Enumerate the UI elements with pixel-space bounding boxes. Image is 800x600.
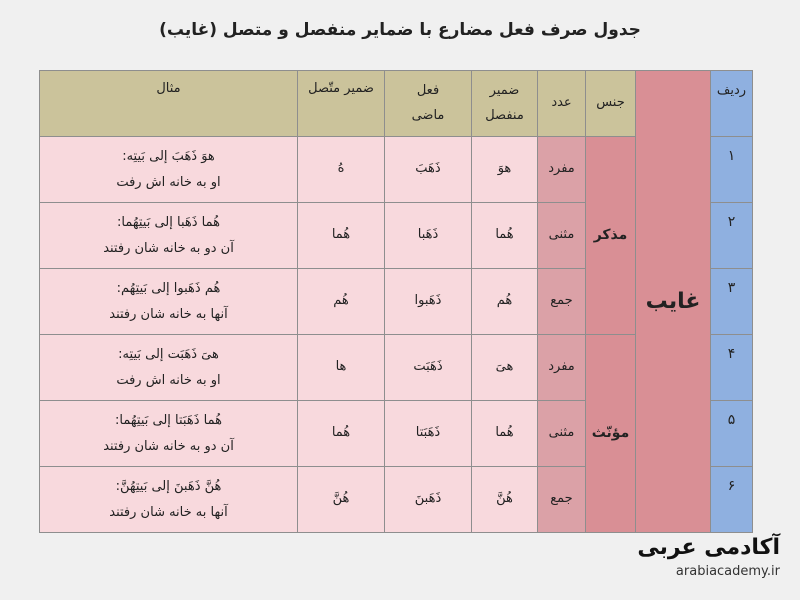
row-index: ۱ (711, 137, 753, 203)
attached-pronoun-cell: ها (298, 335, 385, 401)
number-cell: مفرد (538, 335, 586, 401)
example-persian: آنها به خانه شان رفتند (109, 306, 228, 322)
header-pronoun-attached: ضمیر متّصل (298, 71, 385, 137)
brand-logo: آکادمی عربی (637, 535, 780, 560)
example-arabic: هیَ ذَهَبَت إلی بَیتِه: (118, 347, 219, 363)
example-persian: آن دو به خانه شان رفتند (103, 240, 234, 256)
number-cell: مثنی (538, 401, 586, 467)
example-cell (40, 203, 298, 269)
example-cell (40, 269, 298, 335)
pronoun-cell: هُما (472, 401, 538, 467)
header-gender: جنس (586, 71, 636, 137)
example-cell (40, 137, 298, 203)
example-persian: آن دو به خانه شان رفتند (103, 438, 234, 454)
example-cell (40, 401, 298, 467)
number-cell: جمع (538, 467, 586, 533)
number-cell: جمع (538, 269, 586, 335)
row-index: ۶ (711, 467, 753, 533)
pronoun-cell: هوَ (472, 137, 538, 203)
verb-cell: ذَهَبَ (385, 137, 472, 203)
page-title: جدول صرف فعل مضارع با ضمایر منفصل و متصل (غایب) (159, 20, 641, 40)
gender-feminine: مؤنّث (586, 335, 636, 533)
row-index: ۲ (711, 203, 753, 269)
example-persian: آنها به خانه شان رفتند (109, 504, 228, 520)
attached-pronoun-cell: هُنَّ (298, 467, 385, 533)
example-arabic: هُما ذَهَبا إلی بَیتِهُما: (117, 215, 220, 231)
pronoun-cell: هُما (472, 203, 538, 269)
example-arabic: هُنَّ ذَهَبنَ إلی بَیتِهُنَّ: (115, 479, 222, 495)
verb-cell: ذَهَبا (385, 203, 472, 269)
row-index: ۵ (711, 401, 753, 467)
example-persian: او به خانه اش رفت (116, 372, 221, 388)
verb-cell: ذَهَبوا (385, 269, 472, 335)
example-cell (40, 467, 298, 533)
pronoun-cell: هُنَّ (472, 467, 538, 533)
attached-pronoun-cell: هُم (298, 269, 385, 335)
header-index: ردیف (711, 71, 753, 137)
brand-logo-block (637, 536, 780, 579)
verb-cell: ذَهَبنَ (385, 467, 472, 533)
gender-masculine: مذکر (586, 137, 636, 335)
example-arabic: هُم ذَهَبوا إلی بَیتِهُم: (116, 281, 221, 297)
number-cell: مفرد (538, 137, 586, 203)
pronoun-cell: هیَ (472, 335, 538, 401)
verb-cell: ذَهَبَتا (385, 401, 472, 467)
example-arabic: هُما ذَهَبَتا إلی بَیتِهُما: (115, 413, 222, 429)
brand-url: arabiacademy.ir (675, 564, 780, 580)
header-pronoun-detached: ضمیر منفصل (472, 71, 538, 137)
row-index: ۳ (711, 269, 753, 335)
table-header-row (40, 71, 753, 137)
attached-pronoun-cell: هُما (298, 401, 385, 467)
attached-pronoun-cell: هُما (298, 203, 385, 269)
attached-pronoun-cell: هُ (298, 137, 385, 203)
person-cell: غایب (636, 71, 711, 533)
verb-cell: ذَهَبَت (385, 335, 472, 401)
number-cell: مثنی (538, 203, 586, 269)
conjugation-table (39, 70, 753, 533)
example-persian: او به خانه اش رفت (116, 174, 221, 190)
header-example: مثال (40, 71, 298, 137)
header-verb-past: فعل ماضی (385, 71, 472, 137)
pronoun-cell: هُم (472, 269, 538, 335)
example-arabic: هوَ ذَهَبَ إلی بَیتِه: (122, 149, 215, 165)
row-index: ۴ (711, 335, 753, 401)
header-number: عدد (538, 71, 586, 137)
example-cell (40, 335, 298, 401)
